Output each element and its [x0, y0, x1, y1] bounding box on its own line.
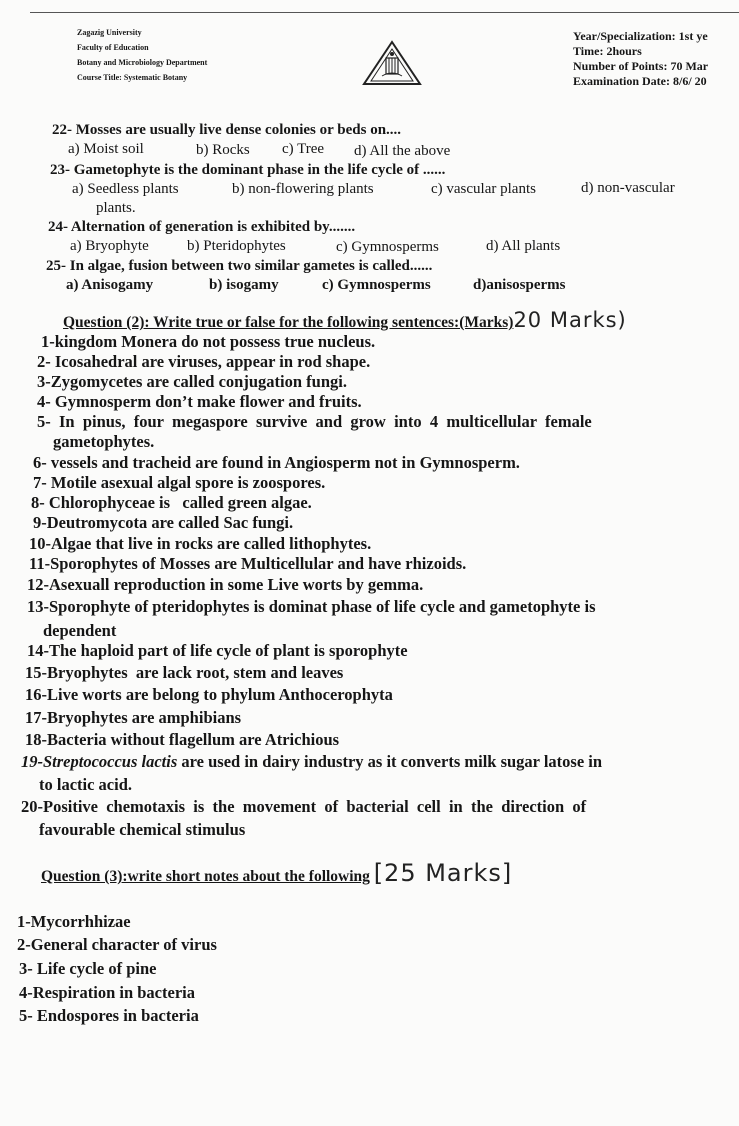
- question-22: 22- Mosses are usually live dense colonies or beds on....: [52, 122, 402, 138]
- tf-item-13-continued: dependent: [43, 621, 117, 640]
- question-3-heading: [41, 859, 513, 887]
- q23-option-b: b) non-flowering plants: [232, 181, 374, 197]
- question-2-title: Question (2): Write true or false for the following sentences:(Marks): [63, 314, 514, 331]
- q22-option-a: a) Moist soil: [68, 141, 144, 157]
- q24-option-b: b) Pteridophytes: [187, 238, 286, 254]
- tf-item-15: 15-Bryophytes are lack root, stem and leaves: [25, 663, 344, 682]
- tf-item-4: 4- Gymnosperm don’t make flower and fruits.: [37, 392, 362, 411]
- course-title: Course Title: Systematic Botany: [77, 73, 188, 82]
- tf-item-5-continued: gametophytes.: [53, 432, 155, 451]
- tf-item-5: 5- In pinus, four megaspore survive and grow into 4 multicellular female: [37, 412, 592, 431]
- q23-option-d-continued: plants.: [96, 200, 136, 216]
- note-item-2: 2-General character of virus: [17, 935, 217, 954]
- faculty-name: Faculty of Education: [77, 43, 149, 52]
- q25-option-a: a) Anisogamy: [66, 277, 154, 293]
- note-item-5: 5- Endospores in bacteria: [19, 1006, 199, 1025]
- exam-date: Examination Date: 8/6/ 20: [573, 74, 707, 88]
- note-item-3: 3- Life cycle of pine: [19, 959, 157, 978]
- q24-option-a: a) Bryophyte: [70, 238, 149, 254]
- tf-item-17: 17-Bryophytes are amphibians: [25, 708, 242, 727]
- tf-item-2: 2- Icosahedral are viruses, appear in rod shape.: [37, 352, 371, 371]
- university-logo-icon: [362, 40, 422, 88]
- exam-time: Time: 2hours: [573, 44, 642, 58]
- question-23: 23- Gametophyte is the dominant phase in the life cycle of ......: [50, 162, 446, 178]
- header-left: [77, 25, 207, 85]
- question-25: 25- In algae, fusion between two similar gametes is called......: [46, 258, 433, 274]
- tf-item-19-species: 19-Streptococcus lactis: [21, 752, 178, 771]
- tf-item-20-continued: favourable chemical stimulus: [39, 820, 246, 839]
- question-2-heading: [63, 308, 627, 332]
- tf-item-1: 1-kingdom Monera do not possess true nucleus.: [41, 332, 376, 351]
- number-of-points: Number of Points: 70 Mar: [573, 59, 709, 73]
- year-specialization: Year/Specialization: 1st ye: [573, 29, 708, 43]
- tf-item-6: 6- vessels and tracheid are found in Angiosperm not in Gymnosperm.: [33, 453, 520, 472]
- tf-item-8: 8- Chlorophyceae is called green algae.: [31, 493, 312, 512]
- tf-item-11: 11-Sporophytes of Mosses are Multicellular and have rhizoids.: [29, 554, 467, 573]
- tf-item-19-text: are used in dairy industry as it converts milk sugar latose in: [177, 752, 603, 771]
- note-item-1: 1-Mycorrhhizae: [17, 912, 131, 931]
- q22-option-c: c) Tree: [282, 141, 325, 157]
- tf-item-14: 14-The haploid part of life cycle of plant is sporophyte: [27, 641, 408, 660]
- q22-option-b: b) Rocks: [196, 142, 250, 158]
- top-rule: [30, 12, 739, 13]
- tf-item-3: 3-Zygomycetes are called conjugation fungi.: [37, 372, 347, 391]
- question-2-handwritten-marks: 20 Marks): [513, 308, 627, 332]
- q24-option-d: d) All plants: [486, 238, 561, 254]
- question-3-title: Question (3):write short notes about the following: [41, 868, 370, 885]
- tf-item-19-continued: to lactic acid.: [39, 775, 133, 794]
- q23-option-d: d) non-vascular: [581, 180, 675, 196]
- tf-item-18: 18-Bacteria without flagellum are Atrichious: [25, 730, 340, 749]
- tf-item-13: 13-Sporophyte of pteridophytes is dominat phase of life cycle and gametophyte is: [27, 597, 596, 616]
- q23-option-a: a) Seedless plants: [72, 181, 179, 197]
- tf-item-7: 7- Motile asexual algal spore is zoospores.: [33, 473, 326, 492]
- university-name: Zagazig University: [77, 28, 142, 37]
- tf-item-9: 9-Deutromycota are called Sac fungi.: [33, 513, 294, 532]
- note-item-4: 4-Respiration in bacteria: [19, 983, 195, 1002]
- tf-item-19: [21, 753, 602, 771]
- header-right: [573, 29, 708, 89]
- tf-item-10: 10-Algae that live in rocks are called lithophytes.: [29, 534, 372, 553]
- q25-option-c: c) Gymnosperms: [322, 277, 431, 293]
- q25-option-b: b) isogamy: [209, 277, 279, 293]
- question-24: 24- Alternation of generation is exhibited by.......: [48, 219, 356, 235]
- q25-option-d: d)anisosperms: [473, 277, 566, 293]
- department-name: Botany and Microbiology Department: [77, 58, 208, 67]
- tf-item-12: 12-Asexuall reproduction in some Live worts by gemma.: [27, 575, 424, 594]
- q22-option-d: d) All the above: [354, 143, 451, 159]
- q23-option-c: c) vascular plants: [431, 181, 536, 197]
- tf-item-16: 16-Live worts are belong to phylum Anthocerophyta: [25, 685, 393, 704]
- question-3-handwritten-marks: [25 Marks]: [373, 859, 513, 887]
- q24-option-c: c) Gymnosperms: [336, 239, 439, 255]
- tf-item-20: 20-Positive chemotaxis is the movement of bacterial cell in the direction of: [21, 797, 587, 816]
